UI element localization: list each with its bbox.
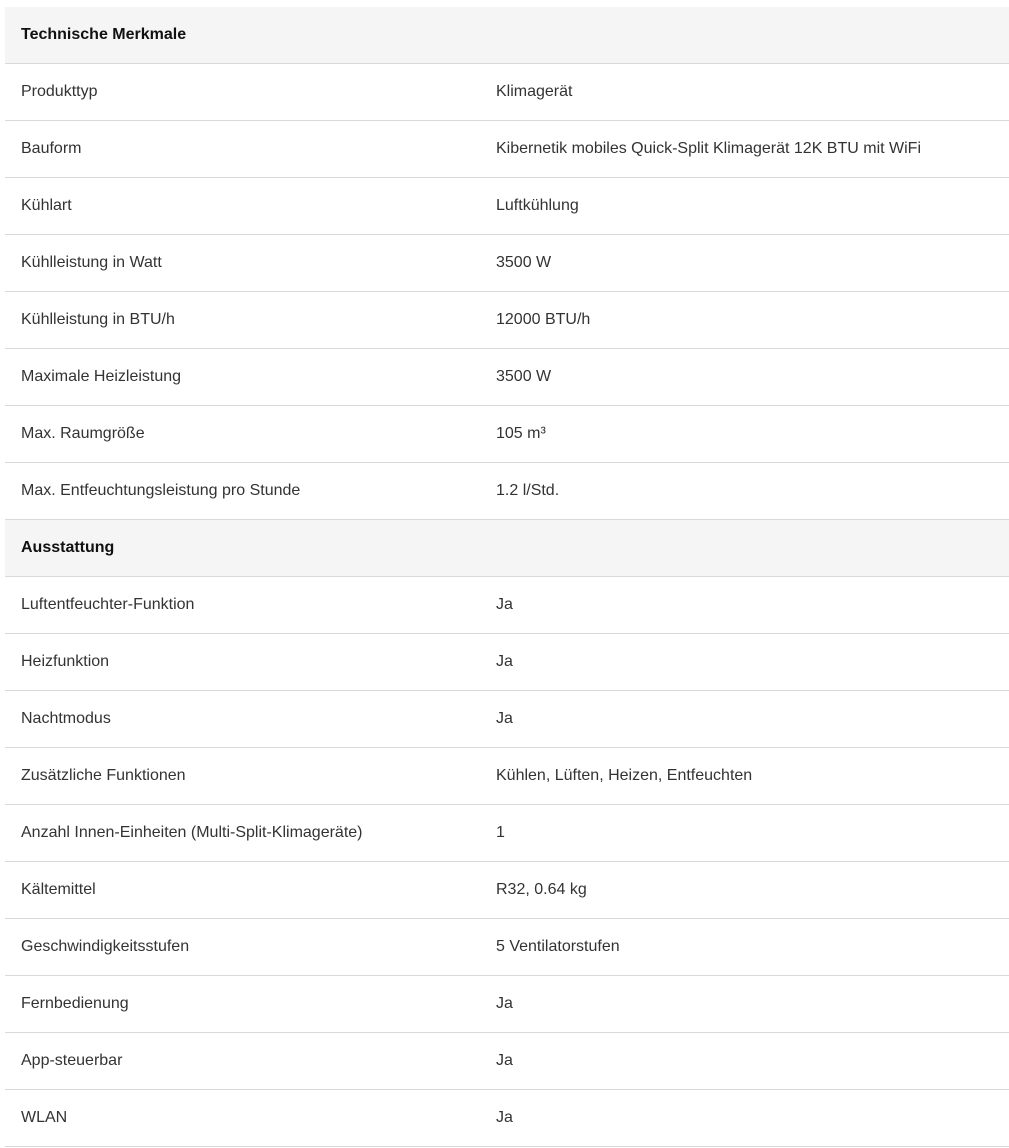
spec-row-produkttyp — [5, 64, 1009, 121]
spec-label: Produkttyp — [21, 83, 98, 100]
spec-row-fernbedienung — [5, 976, 1009, 1033]
spec-row-kaeltemittel — [5, 862, 1009, 919]
spec-label: Bauform — [21, 140, 82, 157]
spec-row-kuehlart — [5, 178, 1009, 235]
spec-value: Ja — [496, 995, 513, 1012]
spec-label: Max. Raumgröße — [21, 425, 145, 442]
spec-row-heizfunktion — [5, 634, 1009, 691]
spec-value: Ja — [496, 1109, 513, 1126]
spec-label: Kühlleistung in BTU/h — [21, 311, 175, 328]
spec-value: 3500 W — [496, 368, 552, 385]
spec-label: Fernbedienung — [21, 995, 129, 1012]
spec-value: Luftkühlung — [496, 197, 579, 214]
spec-label: Kühlleistung in Watt — [21, 254, 162, 271]
spec-label: Kältemittel — [21, 881, 96, 898]
spec-row-app-steuerbar — [5, 1033, 1009, 1090]
spec-value: 1.2 l/Std. — [496, 482, 560, 499]
spec-row-wlan — [5, 1090, 1009, 1147]
spec-label: Anzahl Innen-Einheiten (Multi-Split-Klimageräte) — [21, 824, 363, 841]
spec-label: WLAN — [21, 1109, 68, 1126]
spec-label: Maximale Heizleistung — [21, 368, 182, 385]
section-title: Technische Merkmale — [21, 26, 187, 43]
section-header-technische-merkmale — [5, 7, 1009, 64]
spec-value: Ja — [496, 596, 513, 613]
spec-row-raumgroesse — [5, 406, 1009, 463]
spec-value: Ja — [496, 653, 513, 670]
spec-value: 105 m³ — [496, 425, 546, 442]
spec-row-kuehlleistung-watt — [5, 235, 1009, 292]
spec-row-entfeuchtungsleistung — [5, 463, 1009, 520]
spec-label: Luftentfeuchter-Funktion — [21, 596, 195, 613]
spec-table — [5, 7, 1009, 1147]
spec-label: Zusätzliche Funktionen — [21, 767, 186, 784]
spec-value: 3500 W — [496, 254, 552, 271]
spec-value: 5 Ventilatorstufen — [496, 938, 620, 955]
spec-label: Max. Entfeuchtungsleistung pro Stunde — [21, 482, 301, 499]
spec-label: Nachtmodus — [21, 710, 111, 727]
section-header-ausstattung — [5, 520, 1009, 577]
section-title: Ausstattung — [21, 539, 115, 556]
spec-value: Kühlen, Lüften, Heizen, Entfeuchten — [496, 767, 753, 784]
spec-value: R32, 0.64 kg — [496, 881, 587, 898]
spec-label: Geschwindigkeitsstufen — [21, 938, 190, 955]
spec-row-luftentfeuchter — [5, 577, 1009, 634]
spec-row-kuehlleistung-btu — [5, 292, 1009, 349]
spec-label: App-steuerbar — [21, 1052, 123, 1069]
spec-value: Ja — [496, 710, 513, 727]
spec-row-innen-einheiten — [5, 805, 1009, 862]
spec-row-geschwindigkeitsstufen — [5, 919, 1009, 976]
spec-label: Heizfunktion — [21, 653, 110, 670]
spec-row-zusaetzliche-funktionen — [5, 748, 1009, 805]
spec-value: Klimagerät — [496, 83, 573, 100]
spec-row-heizleistung — [5, 349, 1009, 406]
spec-value: Ja — [496, 1052, 513, 1069]
spec-value: 1 — [496, 824, 505, 841]
spec-row-nachtmodus — [5, 691, 1009, 748]
spec-value: Kibernetik mobiles Quick-Split Klimagerät 12K BTU mit WiFi — [496, 140, 922, 157]
spec-label: Kühlart — [21, 197, 72, 214]
spec-row-bauform — [5, 121, 1009, 178]
spec-value: 12000 BTU/h — [496, 311, 591, 328]
